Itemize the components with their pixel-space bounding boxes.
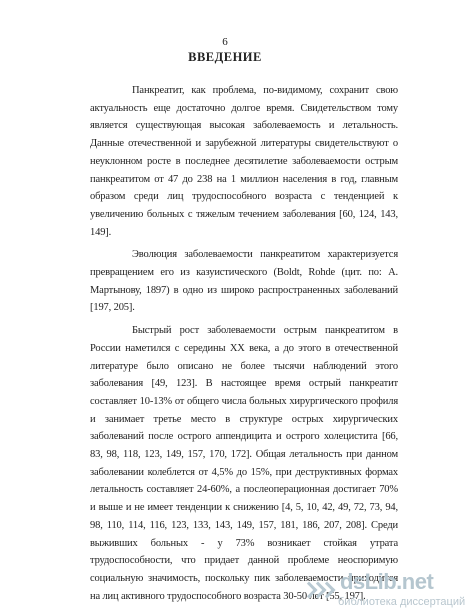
paragraph-3: Быстрый рост заболеваемости острым панкреатитом в России наметился с середины XX века, а до этого в отечественной литературе было описано не более тысячи наблюдений этого заболевания [49, 123]. В настоящее время острый панкреатит составляет 10-13% от общего числа больных хирургического профиля и занимает третье место в структуре острых хирургических заболеваний после острого аппендицита и острого холецистита [66, 83, 98, 118, 123, 149, 157, 170, 172]. Общая летальность при данном заболевании колеблется от 4,5% до 15%, при деструктивных формах летальность составляет 24-60%, а послеоперационная достигает 70% и выше и не имеет тенденции к снижению [4, 5, 10, 42, 49, 72, 73, 94, 98, 110, 114, 116, 123, 133, 143, 149, 157, 181, 186, 207, 208]. Среди выживших больных - у 73% возникает стойкая утрата трудоспособности, что придает данной проблеме неоспоримую социальную значимость, поскольку пик заболеваемости приходится на лиц активного трудоспособного возраста 30-50 лет [55, 197]. (90, 325, 398, 602)
paragraph-2: Эволюция заболеваемости панкреатитом характеризуется превращением его из казуистического (Boldt, Rohde (цит. по: А. Мартынову, 1897) в одно из широко распространенных заболеваний [197, 205]. (90, 249, 398, 314)
paragraph-1: Панкреатит, как проблема, по-видимому, сохранит свою актуальность еще достаточно долгое время. Свидетельством тому является существующая высокая заболеваемость и летальность. Данные отечественной и зарубежной литературы свидетельствуют о неуклонном росте в последнее десятилетие заболеваемости острым панкреатитом от 47 до 238 на 1 миллион населения в год, главным образом среди лиц трудоспособного возраста с тенденцией к увеличению больных с тяжелым течением заболевания [60, 124, 143, 149]. (90, 85, 398, 238)
body-text (90, 82, 398, 605)
watermark-caption: библиотека диссертаций (338, 596, 465, 608)
page-number: 6 (222, 36, 228, 48)
chevron-logo-icon (296, 569, 336, 609)
watermark-name: dsLib.net (340, 569, 434, 594)
watermark (296, 569, 465, 609)
section-heading: ВВЕДЕНИЕ (188, 50, 262, 64)
